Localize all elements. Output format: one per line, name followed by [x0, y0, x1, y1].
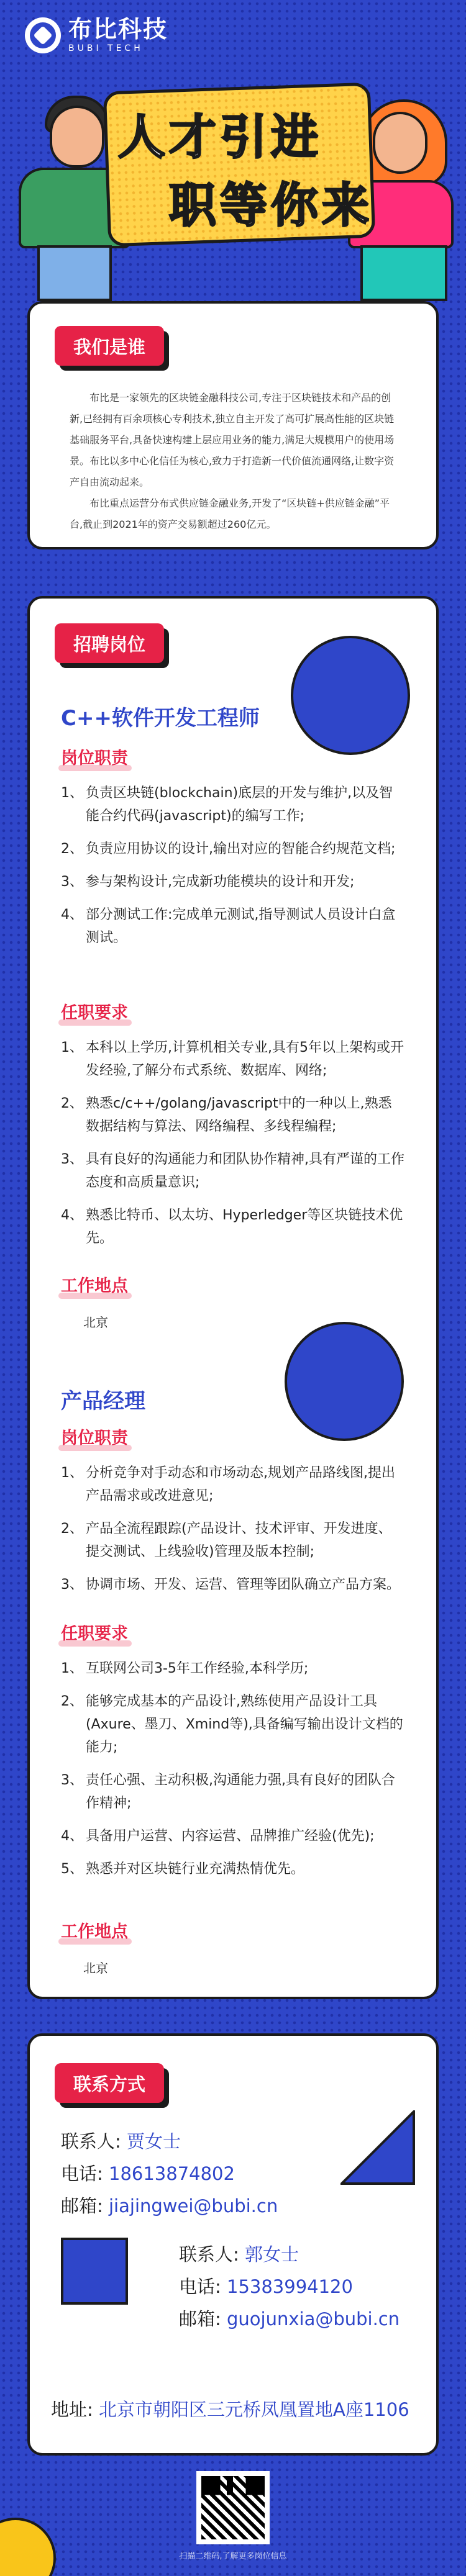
requirements-list [61, 1657, 405, 1891]
decor-triangle [340, 2110, 415, 2185]
list-item: 3、 责任心强、主动积极,沟通能力强,具有良好的团队合作精神; [61, 1773, 395, 1811]
duties-list [61, 782, 405, 959]
location-value: 北京 [83, 1961, 108, 1976]
requirements-list [61, 1036, 405, 1260]
location-label: 工作地点 [61, 1272, 128, 1296]
decor-square [61, 2238, 128, 2305]
list-item: 1、 本科以上学历,计算机相关专业,具有5年以上架构或开发经验,了解分布式系统、数据库、网络; [61, 1040, 404, 1078]
about-heading: 我们是谁 [55, 326, 164, 366]
job-title: 产品经理 [61, 1389, 145, 1414]
list-item: 4、 熟悉比特币、以太坊、Hyperledger等区块链技术优先。 [61, 1208, 403, 1246]
contact-heading: 联系方式 [55, 2063, 164, 2103]
decor-yellow-circle [0, 2518, 56, 2576]
contact2-email[interactable]: 邮箱: guojunxia@bubi.cn [179, 2308, 400, 2330]
jobs-heading: 招聘岗位 [55, 623, 164, 663]
list-item: 1、 互联网公司3-5年工作经验,本科学历; [61, 1661, 309, 1676]
contact1-name: 联系人: 贾女士 [61, 2131, 181, 2152]
location-value: 北京 [83, 1315, 108, 1330]
contact1-phone[interactable]: 电话: 18613874802 [61, 2163, 235, 2184]
list-item: 4、 具备用户运营、内容运营、品牌推广经验(优先); [61, 1828, 375, 1844]
qr-code[interactable] [196, 2471, 270, 2544]
about-section [27, 301, 439, 549]
list-item: 3、 具有良好的沟通能力和团队协作精神,具有严谨的工作态度和高质量意识; [61, 1152, 404, 1190]
list-item: 1、 分析竞争对手动态和市场动态,规划产品路线图,提出产品需求或改进意见; [61, 1465, 395, 1504]
address: 地址: 北京市朝阳区三元桥凤凰置地A座1106 [51, 2399, 409, 2420]
contact2-phone[interactable]: 电话: 15383994120 [179, 2276, 353, 2297]
requirements-label: 任职要求 [61, 1620, 128, 1644]
list-item: 2、 负责应用协议的设计,输出对应的智能合约规范文档; [61, 841, 396, 857]
duties-label: 岗位职责 [61, 1424, 128, 1448]
contact2-name: 联系人: 郭女士 [179, 2244, 299, 2265]
qr-icon [201, 2476, 265, 2539]
location-label: 工作地点 [61, 1918, 128, 1942]
duties-list [61, 1462, 405, 1606]
brand-logo [25, 17, 168, 53]
decor-circle [291, 636, 410, 755]
contact-section [27, 2033, 439, 2456]
requirements-label: 任职要求 [61, 999, 128, 1023]
list-item: 2、 熟悉c/c++/golang/javascript中的一种以上,熟悉数据结构与算法、网络编程、多线程编程; [61, 1096, 392, 1134]
list-item: 2、 产品全流程跟踪(产品设计、技术评审、开发进度、提交测试、上线验收)管理及版本控制; [61, 1521, 392, 1560]
about-text [70, 387, 401, 535]
hero-banner [0, 50, 466, 298]
logo-icon [25, 17, 61, 53]
about-paragraph: 布比重点运营分布式供应链金融业务,开发了“区块链+供应链金融”平台,截止到2021年的资产交易额超过260亿元。 [70, 497, 390, 530]
list-item: 3、 协调市场、开发、运营、管理等团队确立产品方案。 [61, 1577, 401, 1593]
about-paragraph: 布比是一家领先的区块链金融科技公司,专注于区块链技术和产品的创新,已经拥有百余项核心专利技术,独立自主开发了高可扩展高性能的区块链基础服务平台,具备快速构建上层应用业务的能力,满足大规模用户的使用场景。布比以多中心化信任为核心,致力于打造新一代价值流通网络,让数字资产自由流动起来。 [70, 392, 395, 488]
hero-title-line2: 职等你来 [169, 178, 373, 233]
qr-caption: 扫描二维码,了解更多岗位信息 [179, 2552, 287, 2561]
contact1-email[interactable]: 邮箱: jiajingwei@bubi.cn [61, 2195, 278, 2217]
brand-name: 布比科技 [68, 16, 168, 43]
job-title: C++软件开发工程师 [61, 706, 260, 731]
list-item: 1、 负责区块链(blockchain)底层的开发与维护,以及智能合约代码(javascript)的编写工作; [61, 785, 393, 824]
jobs-section [27, 596, 439, 1999]
list-item: 3、 参与架构设计,完成新功能模块的设计和开发; [61, 874, 355, 890]
list-item: 2、 能够完成基本的产品设计,熟练使用产品设计工具(Axure、墨刀、Xmind等),具备编写输出设计文档的能力; [61, 1694, 403, 1755]
hero-title-line1: 人才引进 [118, 109, 322, 165]
list-item: 4、 部分测试工作:完成单元测试,指导测试人员设计白盒测试。 [61, 907, 396, 946]
duties-label: 岗位职责 [61, 744, 128, 769]
decor-circle [285, 1322, 404, 1441]
list-item: 5、 熟悉并对区块链行业充满热情优先。 [61, 1861, 305, 1877]
brand-name-en: BUBI TECH [68, 43, 144, 53]
